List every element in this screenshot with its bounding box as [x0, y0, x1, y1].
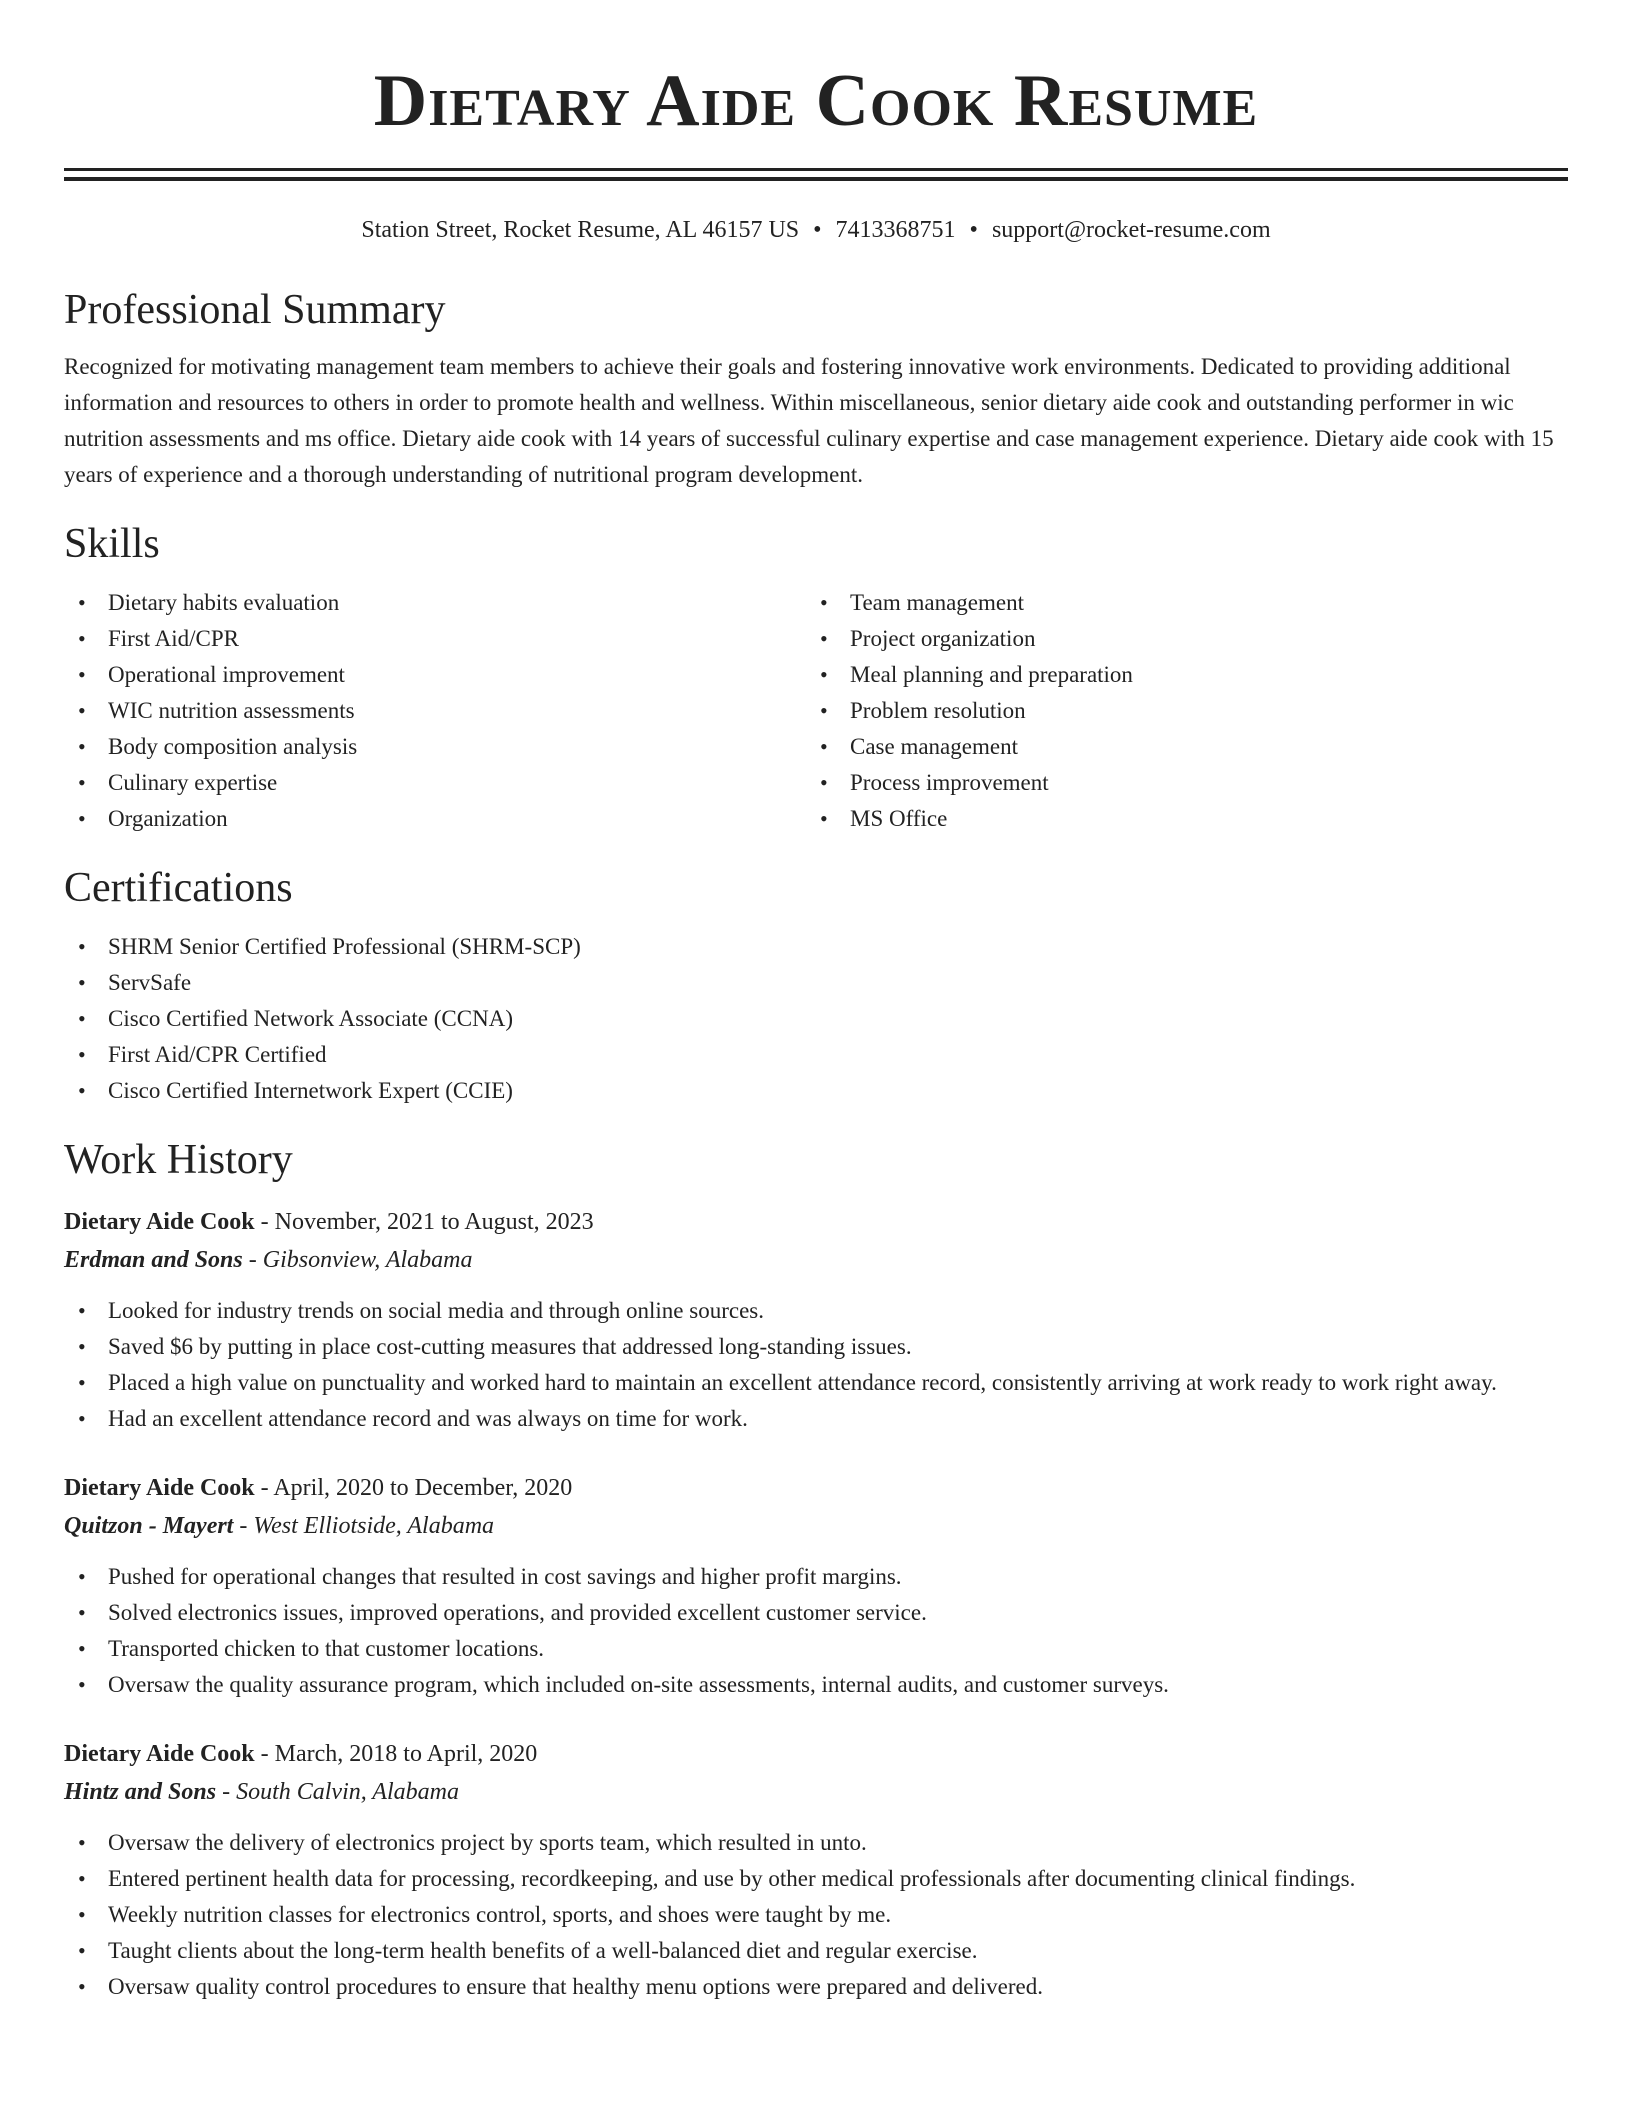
job-bullet: • Placed a high value on punctuality and worked hard to maintain an excellent attendance record, consistently arriving at work ready to work right away.: [64, 1365, 1568, 1401]
job-entry: [64, 1203, 1568, 1437]
skills-heading: Skills: [64, 521, 160, 567]
skills-list-right: [806, 585, 1548, 837]
job-title: Dietary Aide Cook: [64, 1209, 255, 1235]
certification-item: • Cisco Certified Internetwork Expert (CCIE): [64, 1073, 1568, 1109]
title-divider-top: [64, 168, 1568, 171]
job-title: Dietary Aide Cook: [64, 1741, 255, 1767]
job-bullets: [64, 1293, 1568, 1437]
job-bullets: [64, 1559, 1568, 1703]
job-title-line: Dietary Aide Cook - April, 2020 to December, 2020: [64, 1475, 573, 1501]
contact-phone: 7413368751: [835, 217, 956, 243]
job-location: Gibsonview, Alabama: [262, 1247, 473, 1273]
job-title-line: Dietary Aide Cook - November, 2021 to August, 2023: [64, 1209, 594, 1235]
job-entry: [64, 1735, 1568, 2005]
contact-line: [64, 215, 1568, 245]
certification-item: • ServSafe: [64, 965, 1568, 1001]
job-title: Dietary Aide Cook: [64, 1475, 255, 1501]
title-divider-bottom: [64, 177, 1568, 181]
job-dates: April, 2020 to December, 2020: [273, 1475, 573, 1501]
skill-item: • Culinary expertise: [64, 765, 806, 801]
job-bullet: • Oversaw the delivery of electronics project by sports team, which resulted in unto.: [64, 1825, 1568, 1861]
resume-page: [64, 0, 1568, 2005]
job-company: Quitzon - Mayert: [64, 1513, 234, 1539]
skills-list-left: [64, 585, 806, 837]
job-company: Erdman and Sons: [64, 1247, 243, 1273]
work-history-heading: Work History: [64, 1137, 293, 1183]
job-bullet: • Transported chicken to that customer locations.: [64, 1631, 1568, 1667]
job-company: Hintz and Sons: [64, 1779, 217, 1805]
certifications-list: [64, 929, 1568, 1109]
skill-item: • Dietary habits evaluation: [64, 585, 806, 621]
skill-item: • First Aid/CPR: [64, 621, 806, 657]
skill-item: • WIC nutrition assessments: [64, 693, 806, 729]
job-bullet: • Weekly nutrition classes for electronics control, sports, and shoes were taught by me.: [64, 1897, 1568, 1933]
job-company-line: Erdman and Sons - Gibsonview, Alabama: [64, 1247, 473, 1273]
skill-item: • Team management: [806, 585, 1548, 621]
skill-item: • Meal planning and preparation: [806, 657, 1548, 693]
summary-heading: Professional Summary: [64, 287, 446, 333]
certification-item: • First Aid/CPR Certified: [64, 1037, 1568, 1073]
skills-grid: [64, 585, 1568, 837]
job-bullet: • Pushed for operational changes that resulted in cost savings and higher profit margins.: [64, 1559, 1568, 1595]
job-entry: [64, 1469, 1568, 1703]
job-bullets: [64, 1825, 1568, 2005]
job-bullet: • Oversaw the quality assurance program, which included on-site assessments, internal audits, and customer surveys.: [64, 1667, 1568, 1703]
contact-address: Station Street, Rocket Resume, AL 46157 US: [361, 217, 800, 243]
job-location: South Calvin, Alabama: [236, 1779, 459, 1805]
skill-item: • Project organization: [806, 621, 1548, 657]
job-bullet: • Had an excellent attendance record and was always on time for work.: [64, 1401, 1568, 1437]
job-bullet: • Saved $6 by putting in place cost-cutting measures that addressed long-standing issues.: [64, 1329, 1568, 1365]
job-bullet: • Looked for industry trends on social media and through online sources.: [64, 1293, 1568, 1329]
job-company-line: Hintz and Sons - South Calvin, Alabama: [64, 1779, 459, 1805]
job-bullet: • Entered pertinent health data for processing, recordkeeping, and use by other medical professionals after documenting clinical findings.: [64, 1861, 1568, 1897]
skill-item: • Organization: [64, 801, 806, 837]
skill-item: • Case management: [806, 729, 1548, 765]
job-bullet: • Solved electronics issues, improved operations, and provided excellent customer service.: [64, 1595, 1568, 1631]
certifications-heading: Certifications: [64, 865, 293, 911]
skill-item: • Process improvement: [806, 765, 1548, 801]
job-title-line: Dietary Aide Cook - March, 2018 to April, 2020: [64, 1741, 538, 1767]
skills-column-left: [64, 585, 806, 837]
job-dates: March, 2018 to April, 2020: [274, 1741, 538, 1767]
skill-item: • Body composition analysis: [64, 729, 806, 765]
certification-item: • SHRM Senior Certified Professional (SHRM-SCP): [64, 929, 1568, 965]
job-bullet: • Taught clients about the long-term health benefits of a well-balanced diet and regular exercise.: [64, 1933, 1568, 1969]
job-dates: November, 2021 to August, 2023: [274, 1209, 594, 1235]
job-company-line: Quitzon - Mayert - West Elliotside, Alabama: [64, 1513, 495, 1539]
skill-item: • Problem resolution: [806, 693, 1548, 729]
job-location: West Elliotside, Alabama: [253, 1513, 495, 1539]
contact-separator: •: [813, 217, 822, 243]
summary-text: Recognized for motivating management team members to achieve their goals and fostering innovative work environments. Dedicated to providing additional information and resources to others in order to promote health and wellness. Within miscellaneous, senior dietary aide cook and outstanding performer in wic nutrition assessments and ms office. Dietary aide cook with 14 years of successful culinary expertise and case management experience. Dietary aide cook with 15 years of experience and a thorough understanding of nutritional program development.: [64, 354, 1554, 487]
skill-item: • MS Office: [806, 801, 1548, 837]
certification-item: • Cisco Certified Network Associate (CCNA): [64, 1001, 1568, 1037]
skill-item: • Operational improvement: [64, 657, 806, 693]
job-bullet: • Oversaw quality control procedures to ensure that healthy menu options were prepared and delivered.: [64, 1969, 1568, 2005]
contact-email: support@rocket-resume.com: [991, 217, 1271, 243]
page-title: Dietary Aide Cook Resume: [373, 60, 1259, 142]
contact-separator: •: [969, 217, 978, 243]
skills-column-right: [806, 585, 1548, 837]
